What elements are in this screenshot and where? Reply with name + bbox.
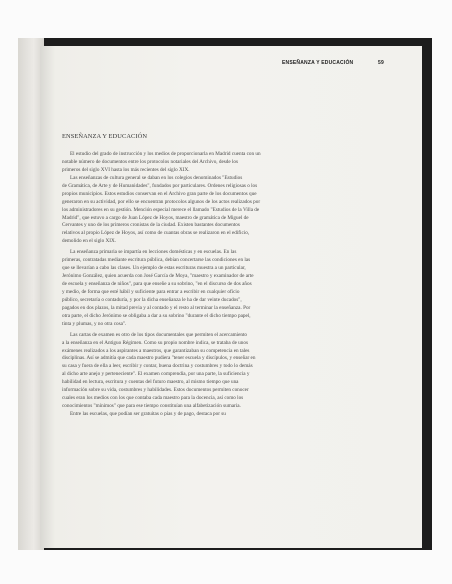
text-line: disciplinas. Así se admitía que cada maestro pudiera "tener escuela y discípulos, y enseñar en	[62, 355, 256, 362]
text-line: público, secretaría o contaduría, y por la dicha enseñanza le ha de dar veinte ducados",	[62, 296, 242, 303]
text-line: primeras, contratadas mediante escritura pública, debían concertarse las condiciones en las	[62, 257, 251, 264]
text-line: pagados en dos plazos, la mitad previa y al contado y el resto al terminar la enseñanza. Por	[62, 304, 251, 311]
text-line: que se llevarían a cabo las clases. Un ejemplo de estas escrituras muestra a un particular,	[62, 265, 246, 272]
text-line: Madrid", que estuvo a cargo de Juan López de Hoyos, maestro de gramática de Miguel de	[62, 214, 249, 221]
text-line: propios municipios. Estos estudios conservan en el Archivo gran parte de los documentos que	[62, 190, 257, 197]
text-line: a la enseñanza en el Antiguo Régimen. Como su propio nombre indica, se trataba de unos	[62, 339, 248, 346]
text-line: demolido en el siglo XIX.	[62, 238, 117, 245]
text-line: tinta y plumas, y no otra cosa".	[62, 320, 127, 327]
page-number: 59	[378, 60, 384, 66]
text-line: relativos al propio López de Hoyos, así como de cuantas obras se realizaron en el edificio,	[62, 230, 250, 237]
body-text	[62, 151, 392, 419]
text-line: generaron en su actividad, por ello se encuentran protocolos algunos de los actos realizados por	[62, 198, 261, 205]
running-header	[252, 60, 384, 68]
text-line: Las cartas de examen es otro de los tipos documentales que permiten el acercamiento	[70, 331, 248, 338]
text-line: cuales eran los medios con los que contaba cada maestro para la docencia, así como los	[62, 395, 244, 402]
text-line: conocimientos "mínimos" que para ese tiempo constituían una alfabetización sumaria.	[62, 403, 241, 410]
text-line: exámenes realizados a los aspirantes a maestros, que garantizaban su competencia en tales	[62, 347, 250, 354]
text-line: su casa y fuera de ella a leer, escribir y contar, buena doctrina y costumbres y todo lo demás	[62, 363, 253, 370]
text-line: El estudio del grado de instrucción y los medios de proporcionarla en Madrid cuenta con un	[70, 151, 261, 157]
running-header-title: ENSEÑANZA Y EDUCACIÓN	[282, 60, 354, 66]
text-line: Entre las escuelas, que podían ser gratuitas o pías y de pago, destaca por su	[70, 411, 226, 417]
text-line: notable número de documentos entre los protocolos notariales del Archivo, desde los	[62, 158, 239, 165]
text-line: habilidad en lectura, escritura y cuentas del futuro maestro, al mismo tiempo que una	[62, 379, 239, 386]
text-line: y medio, de forma que esté hábil y suficiente para entrar a escribir en cualquier oficio	[62, 288, 240, 295]
text-line: Jerónimo González, quien acuerda con José García de Moya, "maestro y examinador de arte	[62, 273, 254, 280]
text-line: Las enseñanzas de cultura general se daban en los colegios denominados "Estudios	[70, 174, 243, 181]
text-line: Cervantes y uno de los primeros cronistas de la ciudad. Existen bastantes documentos	[62, 222, 240, 229]
text-line: otra parte, el dicho Jerónimo se obligaba a dar a su sobrino "durante el dicho tiempo papel,	[62, 312, 251, 319]
text-line: primeros del siglo XVI hasta los más recientes del siglo XIX.	[62, 166, 190, 173]
text-line: de escuela y enseñanza de niños", para que enseñe a su sobrino, "en el discurso de dos años	[62, 281, 252, 287]
text-line: al dicho arte anejo y perteneciente". El examen comprendía, por una parte, la suficiencia y	[62, 371, 250, 378]
text-line: La enseñanza primaria se impartía en lecciones domésticas y en escuelas. En las	[70, 249, 237, 256]
text-line: los administradores en su gestión. Mención especial merece el llamado "Estudios de la Villa de	[62, 206, 260, 213]
text-line: información sobre su vida, costumbres y habilidades. Estos documentos permiten conocer	[62, 387, 249, 394]
section-title: ENSEÑANZA Y EDUCACIÓN	[62, 133, 148, 140]
text-line: de Gramática, de Arte y de Humanidades", fundados por particulares. Ordenes religiosas o los	[62, 182, 258, 189]
